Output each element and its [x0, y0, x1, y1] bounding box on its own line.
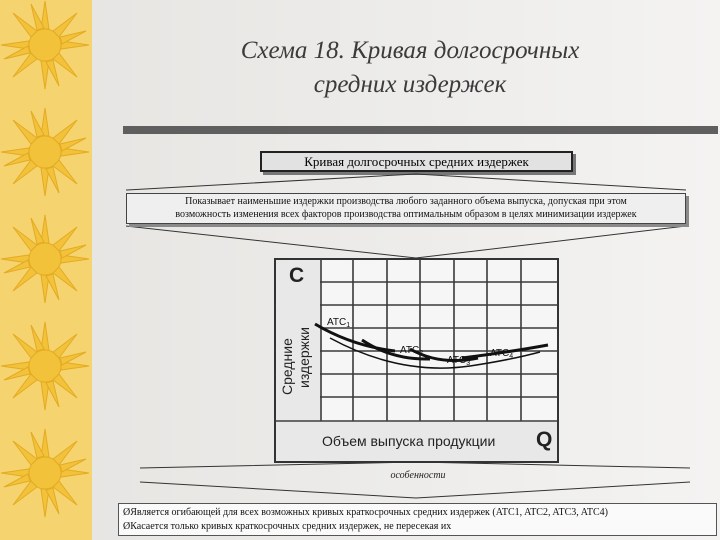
atc2-label: $ATC_2$: [400, 345, 424, 357]
x-axis-symbol: Q: [536, 428, 553, 451]
features-box: [118, 503, 717, 536]
feature-bullet-2: ØКасается только кривых краткосрочных средних издержек, не пересекая их: [123, 521, 452, 532]
title-line-2: средних издержек: [313, 71, 507, 98]
features-label: особенности: [390, 470, 446, 481]
title-line-1: Схема 18. Кривая долгосрочных: [240, 37, 580, 64]
main-concept-box: Кривая долгосрочных средних издержек: [260, 151, 573, 172]
description-line-2: возможность изменения всех факторов производства оптимальным образом в целях минимизации издержек: [175, 209, 637, 220]
x-axis-label: Объем выпуска продукции: [322, 433, 496, 449]
atc1-label: $ATC_1$: [327, 317, 351, 329]
y-axis-symbol: C: [289, 264, 305, 287]
feature-bullet-1: ØЯвляется огибающей для всех возможных кривых краткосрочных средних издержек (ATC1, ATC2, ATC3, ATC4): [123, 507, 608, 518]
description-line-1: Показывает наименьшие издержки производства любого заданного объема выпуска, допуская при этом: [185, 196, 627, 207]
atc4-label: $ATC_4$: [490, 348, 514, 360]
y-axis-label-1: Средние: [279, 338, 295, 395]
atc3-label: $ATC_3$: [447, 355, 471, 367]
y-axis-label-2: издержки: [296, 327, 312, 388]
